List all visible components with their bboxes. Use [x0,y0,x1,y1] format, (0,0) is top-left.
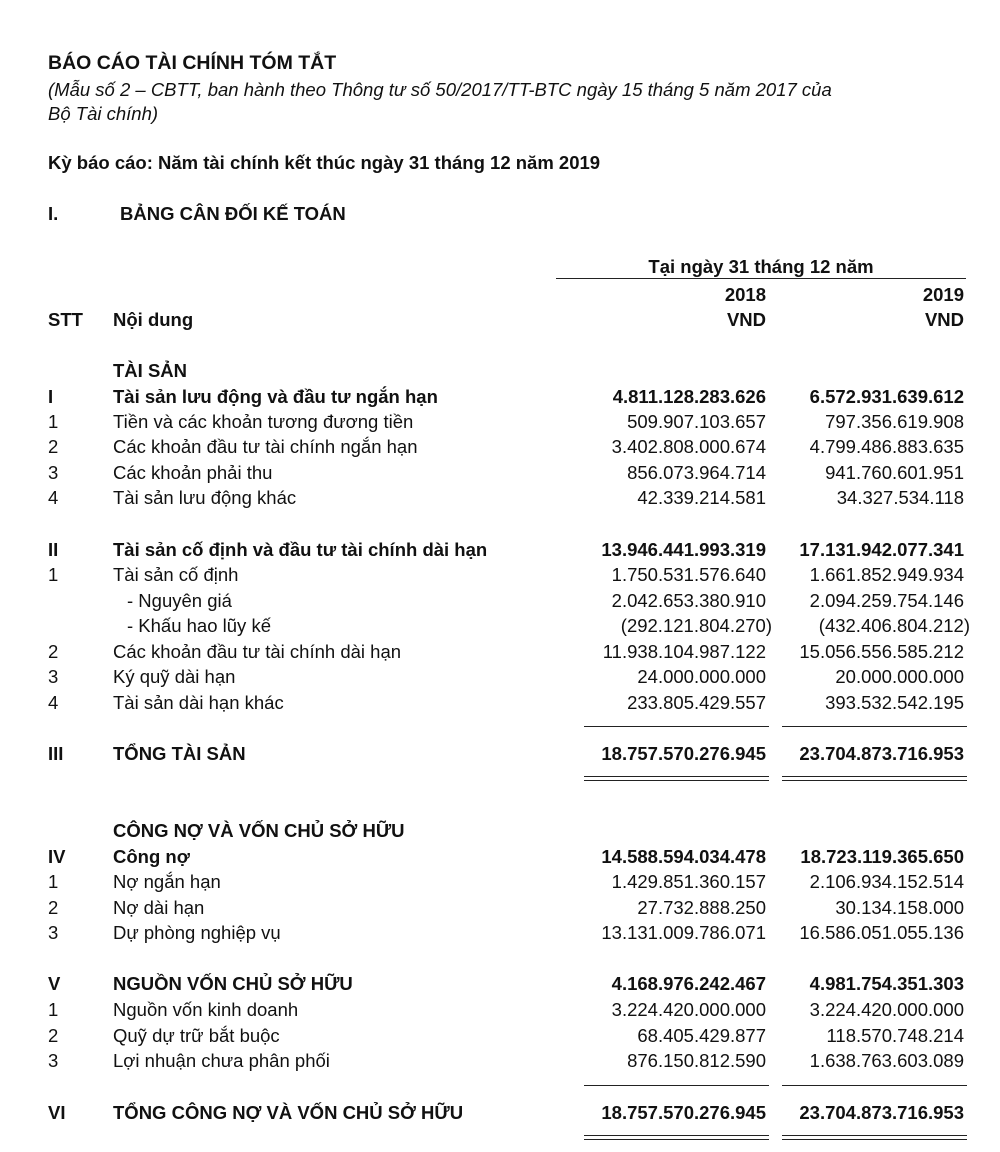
row-value-2019: 2.106.934.152.514 [809,871,964,892]
row-value-2018: 2.042.653.380.910 [611,590,766,611]
row-value-2018: 4.168.976.242.467 [611,973,766,994]
row-stt: 1 [48,871,59,892]
row-label: - Khấu hao lũy kế [127,615,271,636]
row-value-2019: 2.094.259.754.146 [809,590,964,611]
row-stt: 2 [48,641,59,662]
row-value-2018: 1.429.851.360.157 [611,871,766,892]
row-label: Nợ ngắn hạn [113,871,221,892]
stt-header: STT [48,309,83,330]
row-label: Các khoản đầu tư tài chính dài hạn [113,641,402,662]
row-stt: 4 [48,487,59,508]
row-value-2018: 3.224.420.000.000 [611,999,766,1020]
row-value-2019: 118.570.748.214 [826,1025,964,1046]
column-group-rule [556,278,966,279]
row-stt: V [48,973,61,994]
row-label: Tài sản cố định [113,564,239,585]
row-stt: 1 [48,999,59,1020]
row-value-2019: 1.638.763.603.089 [809,1050,964,1071]
row-value-2019: 4.799.486.883.635 [809,436,964,457]
unit-2018-header: VND [726,309,766,330]
row-label: Công nợ [113,846,190,867]
year-2018-header: 2018 [724,284,766,305]
row-value-2019: 17.131.942.077.341 [799,539,964,560]
row-value-2019: 1.661.852.949.934 [809,564,964,585]
row-label: Nguồn vốn kinh doanh [113,999,299,1020]
row-stt: 2 [48,897,59,918]
row-value-2019: 16.586.051.055.136 [799,922,964,943]
subtotal-rule-2019 [782,726,967,727]
row-value-2018: 856.073.964.714 [627,462,766,483]
row-value-2018: 509.907.103.657 [627,411,766,432]
report-subtitle-line1: (Mẫu số 2 – CBTT, ban hành theo Thông tư số 50/2017/TT-BTC ngày 15 tháng 5 năm 2017 của [48,79,832,100]
row-value-2019: 23.704.873.716.953 [799,743,964,764]
row-value-2018: 13.131.009.786.071 [601,922,766,943]
row-value-2019: 941.760.601.951 [825,462,964,483]
row-stt: 2 [48,1025,59,1046]
total-rule-2019-b [782,1139,967,1140]
row-stt: II [48,539,59,560]
row-label: Tài sản lưu động và đầu tư ngắn hạn [113,386,438,407]
row-value-2019: 23.704.873.716.953 [799,1102,964,1123]
unit-2019-header: VND [924,309,964,330]
row-label: Tiền và các khoản tương đương tiền [113,411,414,432]
row-value-2019: 6.572.931.639.612 [809,386,964,407]
row-value-2019: 3.224.420.000.000 [809,999,964,1020]
row-value-2018: 68.405.429.877 [637,1025,766,1046]
row-value-2018: 3.402.808.000.674 [611,436,766,457]
row-label: - Nguyên giá [127,590,232,611]
row-stt: 3 [48,1050,59,1071]
row-stt: 3 [48,462,59,483]
row-label: TỔNG CÔNG NỢ VÀ VỐN CHỦ SỞ HỮU [113,1102,464,1123]
section-label-liabilities-equity: CÔNG NỢ VÀ VỐN CHỦ SỞ HỮU [113,820,405,841]
row-value-2018: 18.757.570.276.945 [601,743,766,764]
total-rule-2019-a [782,776,967,777]
subtotal-rule-2018 [584,1085,769,1086]
row-value-2019: 797.356.619.908 [825,411,964,432]
row-value-2018: 876.150.812.590 [627,1050,766,1071]
total-rule-2019-b [782,780,967,781]
row-label: Tài sản dài hạn khác [113,692,284,713]
section-label-assets: TÀI SẢN [113,360,187,381]
section-number: I. [48,203,59,224]
row-value-2019: 4.981.754.351.303 [809,973,964,994]
report-period: Kỳ báo cáo: Năm tài chính kết thúc ngày 31 tháng 12 năm 2019 [48,152,601,173]
row-value-2018: 42.339.214.581 [637,487,766,508]
row-value-2018: (292.121.804.270) [620,615,772,636]
row-value-2019: 34.327.534.118 [836,487,964,508]
total-rule-2019-a [782,1135,967,1136]
total-rule-2018-b [584,780,769,781]
subtotal-rule-2019 [782,1085,967,1086]
row-value-2018: 233.805.429.557 [627,692,766,713]
row-stt: 1 [48,411,59,432]
row-label: Dự phòng nghiệp vụ [113,922,281,943]
row-label: Các khoản đầu tư tài chính ngắn hạn [113,436,418,457]
row-value-2019: 393.532.542.195 [825,692,964,713]
row-value-2019: 30.134.158.000 [835,897,964,918]
row-label: Lợi nhuận chưa phân phối [113,1050,330,1071]
row-stt: 3 [48,922,59,943]
row-label: Tài sản cố định và đầu tư tài chính dài hạn [113,539,488,560]
row-value-2019: (432.406.804.212) [818,615,970,636]
row-stt: IV [48,846,66,867]
row-value-2018: 24.000.000.000 [637,666,766,687]
row-label: NGUỒN VỐN CHỦ SỞ HỮU [113,973,353,994]
report-title: BÁO CÁO TÀI CHÍNH TÓM TẮT [48,52,337,74]
row-value-2018: 14.588.594.034.478 [601,846,766,867]
row-label: Quỹ dự trữ bắt buộc [113,1025,280,1046]
row-value-2018: 13.946.441.993.319 [601,539,766,560]
row-label: Nợ dài hạn [113,897,205,918]
report-subtitle-line2: Bộ Tài chính) [48,103,159,124]
row-stt: III [48,743,64,764]
row-label: Ký quỹ dài hạn [113,666,236,687]
row-stt: 1 [48,564,59,585]
total-rule-2018-a [584,776,769,777]
row-stt: 2 [48,436,59,457]
section-title: BẢNG CÂN ĐỐI KẾ TOÁN [120,203,346,224]
row-value-2019: 15.056.556.585.212 [799,641,964,662]
row-value-2019: 18.723.119.365.650 [800,846,964,867]
row-label: Các khoản phải thu [113,462,273,483]
row-value-2018: 27.732.888.250 [637,897,766,918]
row-stt: VI [48,1102,66,1123]
row-stt: 3 [48,666,59,687]
row-value-2018: 11.938.104.987.122 [602,641,766,662]
subtotal-rule-2018 [584,726,769,727]
row-value-2018: 18.757.570.276.945 [601,1102,766,1123]
row-label: Tài sản lưu động khác [113,487,297,508]
year-2019-header: 2019 [922,284,964,305]
row-value-2018: 1.750.531.576.640 [611,564,766,585]
total-rule-2018-b [584,1139,769,1140]
column-group-header: Tại ngày 31 tháng 12 năm [648,256,874,277]
row-stt: 4 [48,692,59,713]
row-value-2018: 4.811.128.283.626 [612,386,766,407]
total-rule-2018-a [584,1135,769,1136]
content-header: Nội dung [113,309,194,330]
row-stt: I [48,386,54,407]
row-value-2019: 20.000.000.000 [835,666,964,687]
row-label: TỔNG TÀI SẢN [113,743,246,764]
